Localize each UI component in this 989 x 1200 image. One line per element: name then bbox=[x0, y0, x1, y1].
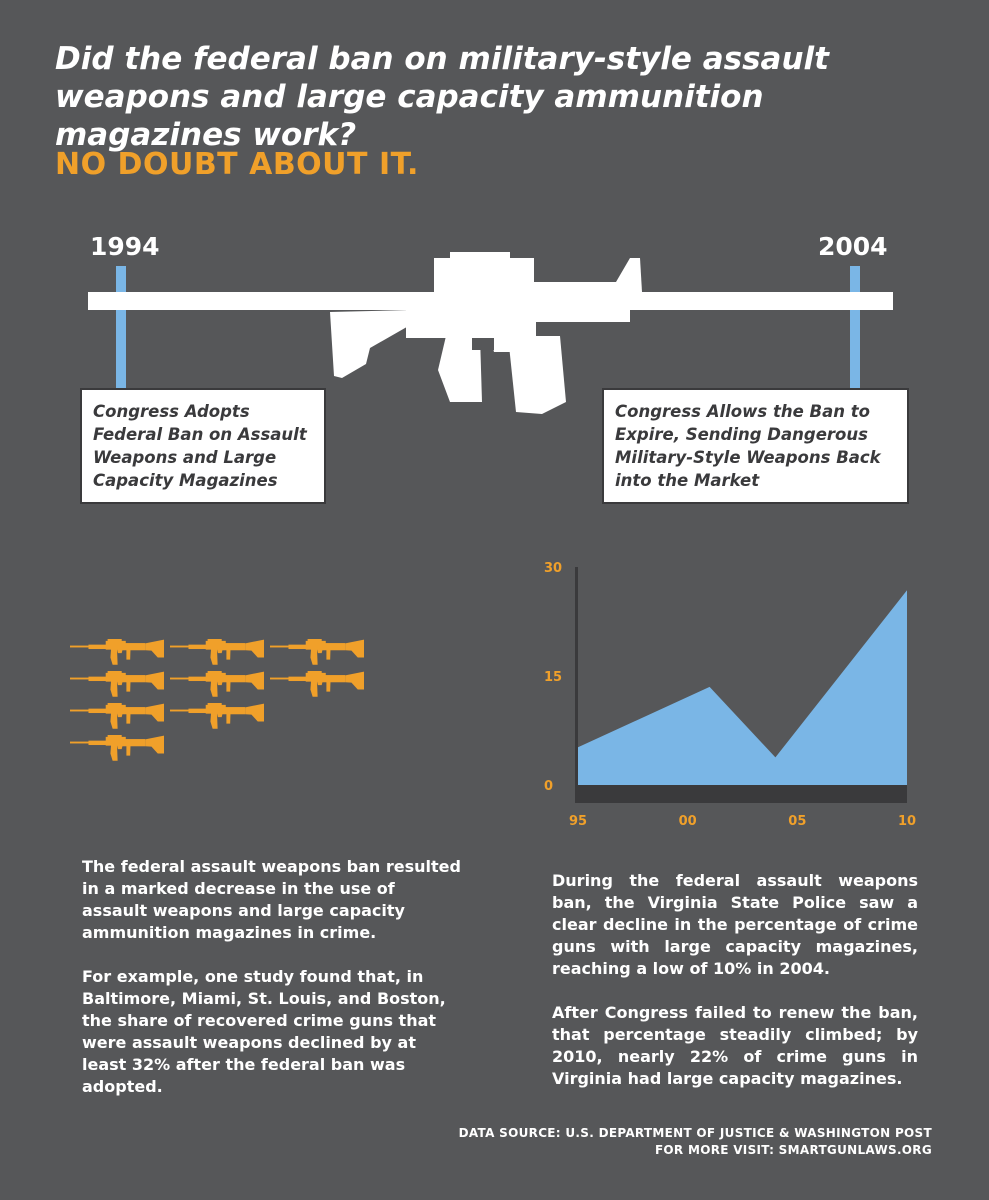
rifle-icon bbox=[70, 700, 164, 732]
data-source: DATA SOURCE: U.S. DEPARTMENT OF JUSTICE & WASHINGTON POST bbox=[458, 1126, 932, 1140]
right-text-block bbox=[552, 870, 918, 1090]
area-series bbox=[578, 590, 907, 785]
timeline-start-year: 1994 bbox=[90, 232, 160, 261]
rifle-icon bbox=[70, 668, 164, 700]
rifle-icon bbox=[270, 668, 364, 700]
area-chart bbox=[530, 555, 920, 835]
start-event-box: Congress Adopts Federal Ban on Assault Weapons and Large Capacity Magazines bbox=[80, 388, 326, 504]
left-text-block bbox=[82, 856, 462, 1098]
y-tick-label: 15 bbox=[544, 670, 563, 685]
y-tick-label: 30 bbox=[544, 561, 563, 576]
left-paragraph-1: The federal assault weapons ban resulted in a marked decrease in the use of assault weapons and large capacity ammunition magazines in crime. bbox=[82, 857, 461, 942]
timeline-end-marker bbox=[850, 266, 860, 388]
rifle-icon bbox=[170, 700, 264, 732]
right-paragraph-1: During the federal assault weapons ban, the Virginia State Police saw a clear decline in the percentage of crime guns with large capacity magazines, reaching a low of 10% in 2004. bbox=[552, 871, 918, 978]
timeline-start-marker bbox=[116, 266, 126, 388]
rifle-icon bbox=[170, 636, 264, 668]
footer bbox=[459, 1125, 932, 1159]
x-axis-band bbox=[575, 785, 907, 803]
y-axis-line bbox=[575, 567, 578, 803]
tagline: NO DOUBT ABOUT IT. bbox=[55, 147, 419, 182]
rifle-icon bbox=[170, 668, 264, 700]
x-tick-label: 10 bbox=[897, 814, 917, 829]
rifle-icon bbox=[70, 636, 164, 668]
rifle-icon bbox=[70, 732, 164, 764]
timeline-end-year: 2004 bbox=[818, 232, 888, 261]
x-tick-label: 05 bbox=[788, 814, 807, 829]
more-info-link: FOR MORE VISIT: SMARTGUNLAWS.ORG bbox=[654, 1143, 932, 1157]
rifle-pictogram-grid bbox=[70, 636, 470, 776]
end-event-box: Congress Allows the Ban to Expire, Sending Dangerous Military-Style Weapons Back into the Market bbox=[602, 388, 909, 504]
x-tick-label: 95 bbox=[568, 814, 588, 829]
headline: Did the federal ban on military-style assault weapons and large capacity ammunition magazines work? bbox=[55, 41, 829, 153]
right-paragraph-2: After Congress failed to renew the ban, that percentage steadily climbed; by 2010, nearly 22% of crime guns in Virginia had large capacity magazines. bbox=[552, 1003, 918, 1088]
rifle-icon bbox=[270, 636, 364, 668]
left-paragraph-2: For example, one study found that, in Baltimore, Miami, St. Louis, and Boston, the share of recovered crime guns that were assault weapons declined by at least 32% after the federal ban was adopted. bbox=[82, 967, 446, 1096]
x-tick-label: 00 bbox=[678, 814, 697, 829]
y-tick-label: 0 bbox=[544, 779, 554, 794]
